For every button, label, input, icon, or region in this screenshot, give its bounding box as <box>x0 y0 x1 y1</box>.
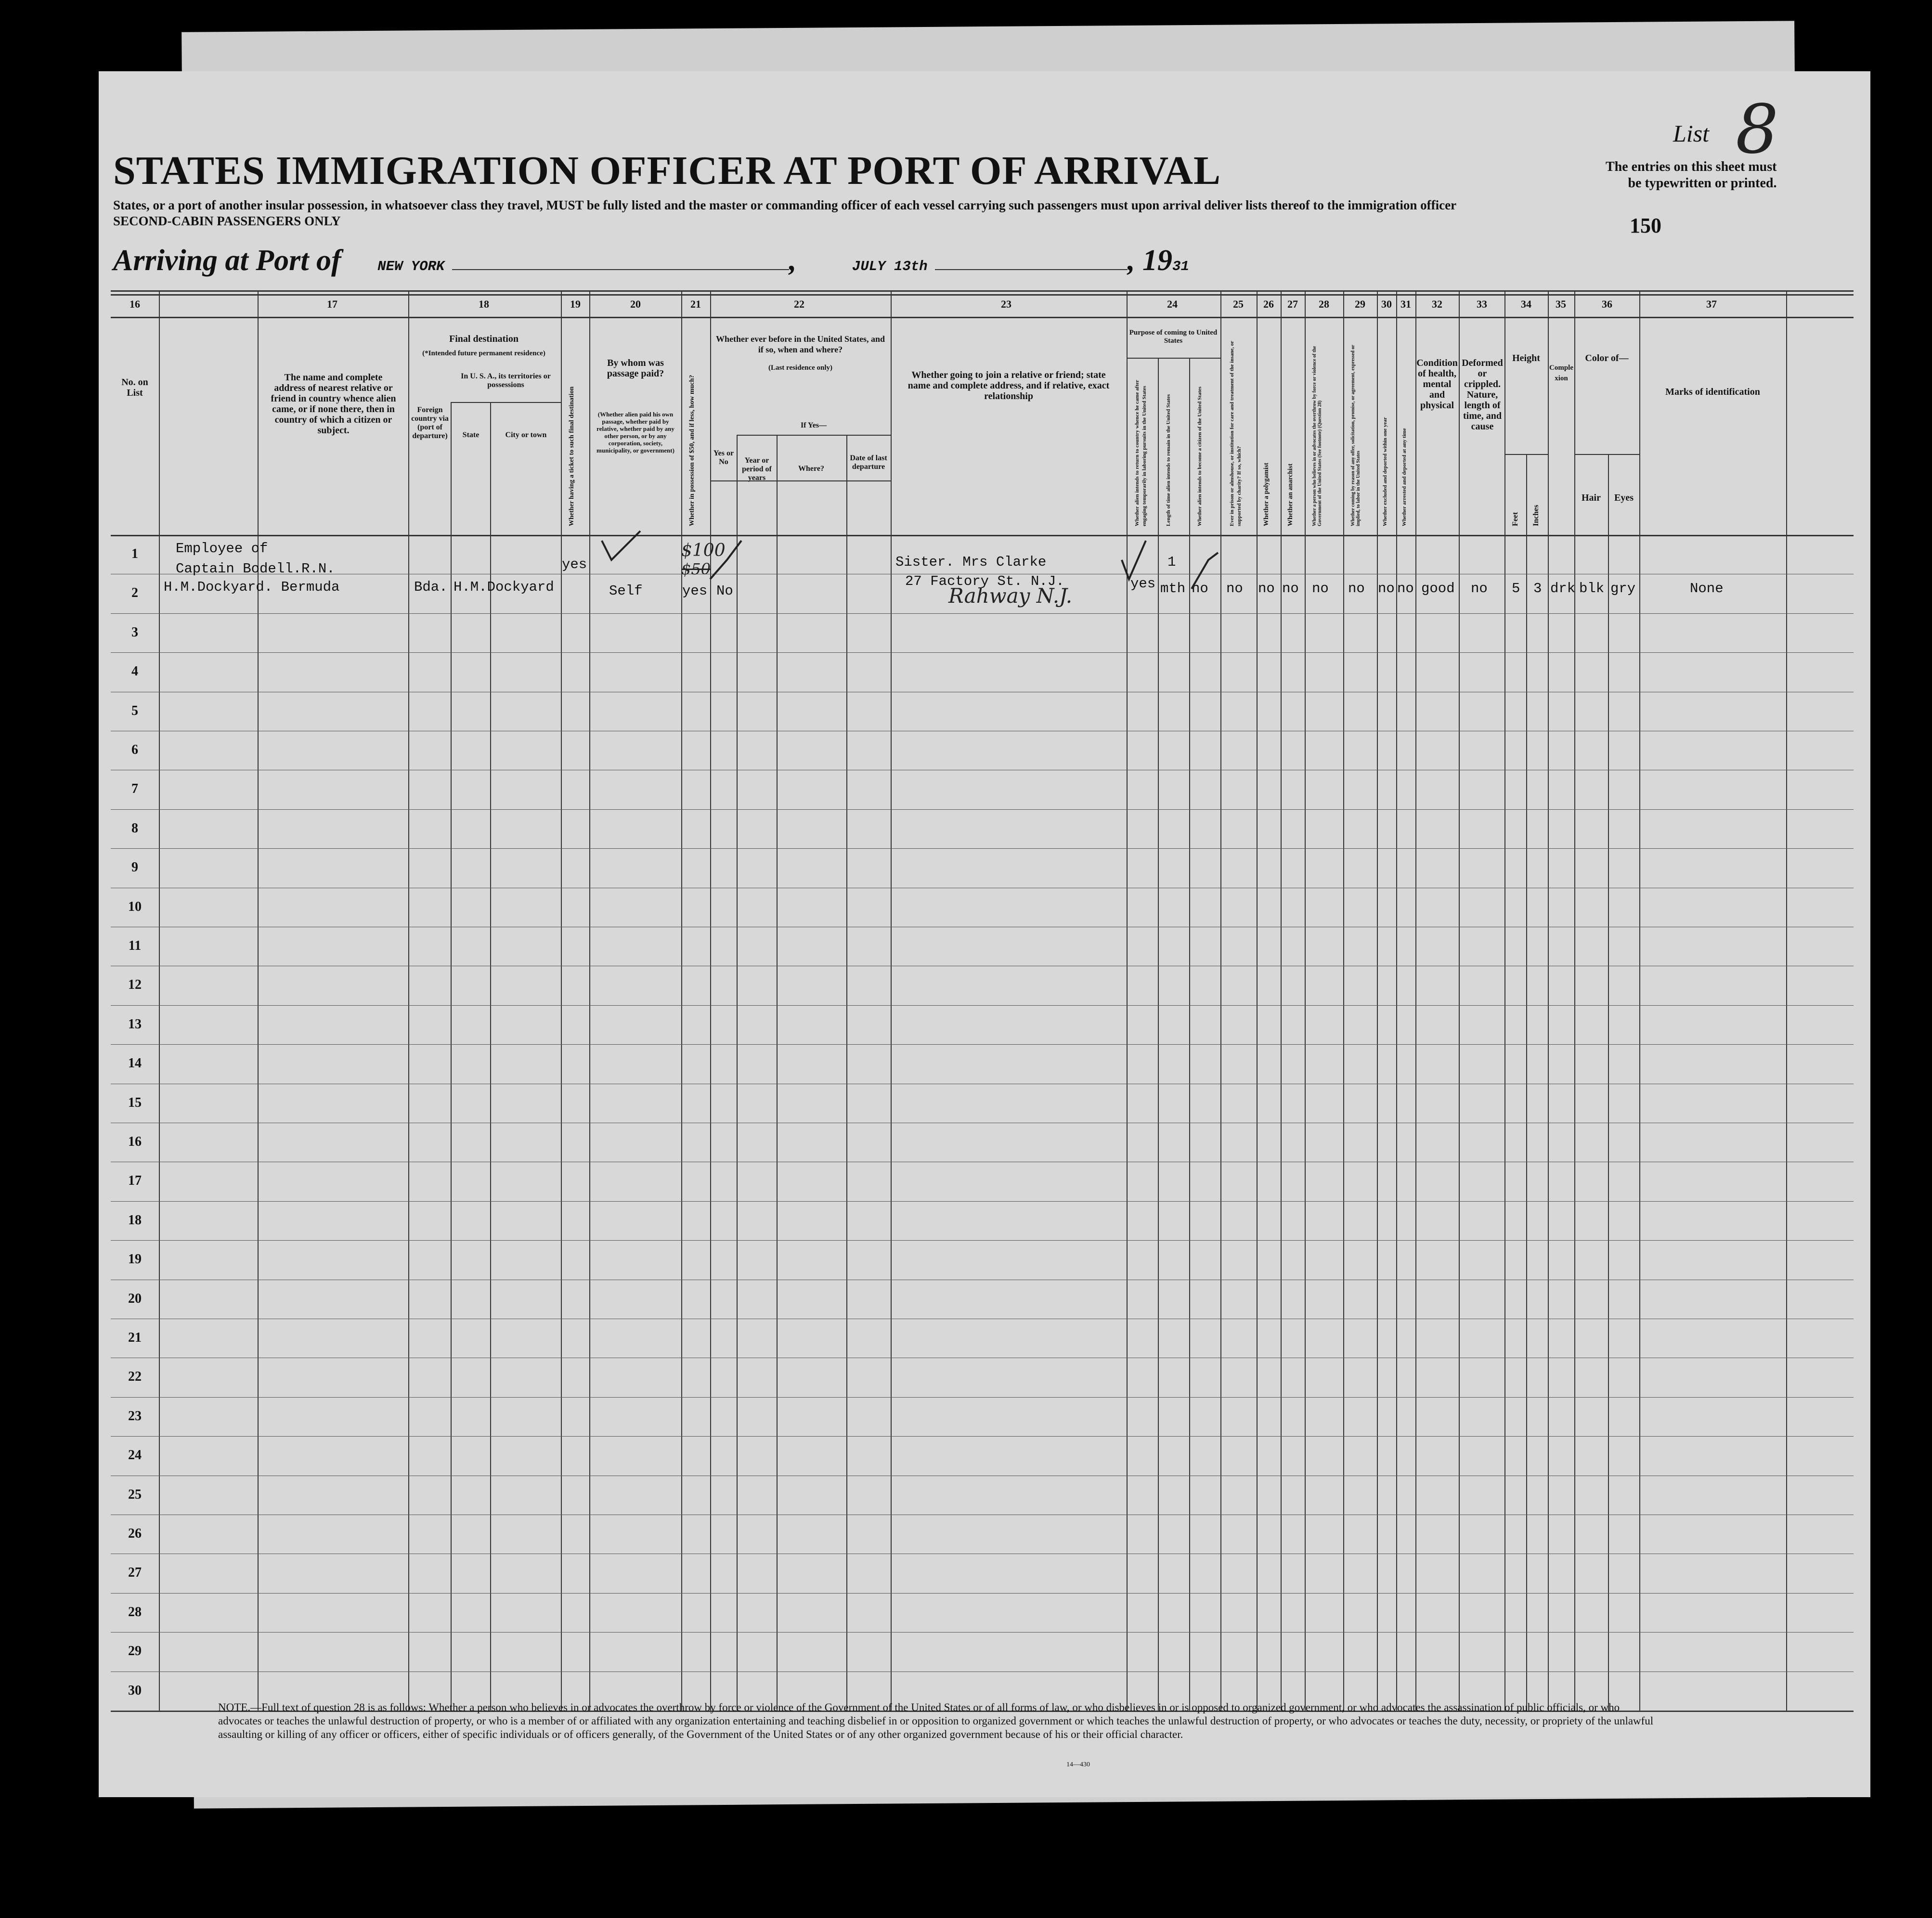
citizen-value: no <box>1192 581 1208 596</box>
row-number: 19 <box>128 1252 142 1267</box>
q29-value: no <box>1348 581 1365 596</box>
manifest-table <box>111 290 1854 1723</box>
relative-line-3: H.M.Dockyard. Bermuda <box>164 579 340 595</box>
col-26: 26 <box>1263 298 1274 310</box>
hdr-height: Height <box>1512 353 1540 363</box>
row-number: 25 <box>128 1487 142 1502</box>
row-number: 9 <box>131 860 138 875</box>
col-34: 34 <box>1521 298 1531 310</box>
row-number: 29 <box>128 1644 142 1659</box>
relative-line-1: Employee of <box>176 541 268 557</box>
list-label: List <box>1673 120 1710 147</box>
row-number: 20 <box>128 1291 142 1306</box>
row-number: 6 <box>131 742 138 757</box>
hdr-passage: By whom was passage paid? <box>607 358 664 379</box>
row-number: 11 <box>128 938 142 953</box>
q28-value: no <box>1312 581 1329 596</box>
row-number: 18 <box>128 1212 142 1228</box>
foreign-country: Bda. <box>414 579 448 595</box>
col-31: 31 <box>1400 298 1411 310</box>
q31-value: no <box>1397 581 1414 596</box>
port-value: NEW YORK <box>377 259 445 274</box>
passage-paid: Self <box>609 583 643 599</box>
hdr-nearest-relative: The name and complete address of nearest relative or friend in country whence alien came, or if none there, then in country of which a citizen or subject. <box>271 372 396 436</box>
handwritten-checkmarks <box>111 290 1854 1711</box>
col-18: 18 <box>479 298 489 310</box>
hdr-purpose: Purpose of coming to United States <box>1129 329 1218 345</box>
eyes-value: gry <box>1610 581 1636 596</box>
binder-hole <box>71 672 95 696</box>
hdr-last-departure: Date of last departure <box>850 454 887 471</box>
hdr-if-yes: If Yes— <box>800 421 827 429</box>
hdr-yes-no: Yes or No <box>713 449 734 466</box>
destination-city: H.M.Dockyard <box>454 579 554 595</box>
row-number: 24 <box>128 1448 142 1463</box>
hdr-color-of: Color of— <box>1585 353 1629 363</box>
hdr-no-on-list: No. on List <box>121 377 148 398</box>
manifest-sheet <box>99 71 1870 1797</box>
row-number: 23 <box>128 1408 142 1424</box>
hdr-q28: Whether a person who believes in or advocates the overthrow by force or violence of the Government of the United States (See footnote) (Question 28) <box>1312 346 1323 526</box>
health-value: good <box>1421 581 1455 596</box>
col-22: 22 <box>794 298 804 310</box>
row-number: 10 <box>128 899 142 914</box>
inches-value: 3 <box>1533 581 1542 596</box>
binder-hole <box>71 595 95 619</box>
join-handwritten: Rahway N.J. <box>948 584 1073 608</box>
year-suffix: 31 <box>1172 259 1189 274</box>
anarchist-value: no <box>1282 581 1299 596</box>
row-number: 14 <box>128 1056 142 1071</box>
ticket-value: yes <box>562 557 587 572</box>
binder-hole <box>71 1220 95 1244</box>
list-number: 8 <box>1736 91 1779 169</box>
col-23: 23 <box>1001 298 1011 310</box>
hdr-prison: Ever in prison or almshouse, or institution for care and treatment of the insane, or supported by charity? If so, which? <box>1229 341 1242 526</box>
hdr-ticket: Whether having a ticket to such final destination <box>568 386 575 526</box>
length-unit: mth <box>1160 581 1186 596</box>
join-line-2: 27 Factory St. N.J. <box>905 573 1064 589</box>
note-line-1: The entries on this sheet must <box>1606 159 1777 174</box>
col-27: 27 <box>1287 298 1298 310</box>
col-30: 30 <box>1381 298 1392 310</box>
col-32: 32 <box>1432 298 1442 310</box>
row-number: 27 <box>128 1565 142 1581</box>
typewritten-note <box>1606 159 1776 192</box>
prison-value: no <box>1226 581 1243 596</box>
row-number: 4 <box>131 664 138 679</box>
hdr-foreign-country: Foreign country via (port of departure) <box>411 406 449 440</box>
hdr-q29: Whether coming by reason of any offer, solicitation, promise, or agreement, expressed or implied, to labor in the United States <box>1350 345 1361 526</box>
col-24: 24 <box>1167 298 1178 310</box>
col-21: 21 <box>690 298 701 310</box>
row-number: 30 <box>128 1683 142 1698</box>
hdr-final-destination: Final destination <box>449 334 519 344</box>
row-number: 22 <box>128 1369 142 1385</box>
passenger-class: SECOND-CABIN PASSENGERS ONLY <box>113 214 341 228</box>
polygamist-value: no <box>1258 581 1275 596</box>
col-19: 19 <box>570 298 581 310</box>
feet-value: 5 <box>1512 581 1520 596</box>
join-line-1: Sister. Mrs Clarke <box>895 554 1047 570</box>
row-number: 5 <box>131 703 138 718</box>
col-33: 33 <box>1477 298 1487 310</box>
row-number: 28 <box>128 1604 142 1620</box>
hdr-hair: Hair <box>1582 492 1601 503</box>
hdr-feet: Feet <box>1511 512 1519 526</box>
arrival-date: JULY 13th <box>852 259 928 274</box>
money-amount: $100 <box>681 541 726 560</box>
binder-hole <box>71 1471 95 1495</box>
hdr-usa: In U. S. A., its territories or possessions <box>461 372 551 389</box>
col-28: 28 <box>1319 298 1329 310</box>
marks-value: None <box>1690 581 1724 596</box>
row-number: 16 <box>128 1134 142 1149</box>
q30-value: no <box>1378 581 1395 596</box>
hdr-where: Where? <box>798 465 824 473</box>
row-number: 1 <box>131 546 138 561</box>
hdr-anarchist: Whether an anarchist <box>1287 463 1294 526</box>
col-36: 36 <box>1602 298 1612 310</box>
ever-before: No <box>716 583 733 599</box>
form-number: 14—430 <box>1066 1761 1090 1768</box>
hdr-complexion: Complexion <box>1549 364 1573 382</box>
sheet-number: 150 <box>1630 214 1661 237</box>
col-35: 35 <box>1556 298 1566 310</box>
hdr-year: Year or period of years <box>742 456 772 482</box>
year-prefix: 19 <box>1142 244 1173 277</box>
note-line-2: be typewritten or printed. <box>1628 176 1777 191</box>
port-label: Arriving at Port of <box>113 244 341 277</box>
hdr-ever-before: Whether ever before in the United States, and if so, when and where? <box>716 334 885 354</box>
complexion-value: drk <box>1550 581 1576 596</box>
hdr-state: State <box>462 431 480 439</box>
col-37: 37 <box>1706 298 1717 310</box>
form-title: STATES IMMIGRATION OFFICER AT PORT OF ARRIVAL <box>113 148 1221 193</box>
hdr-return: Whether alien intends to return to country whence he came after engaging temporarily in laboring pursuits in the United States <box>1134 380 1147 526</box>
col-20: 20 <box>630 298 641 310</box>
col-16: 16 <box>130 298 140 310</box>
row-number: 17 <box>128 1173 142 1189</box>
hdr-ever-before-sub: (Last residence only) <box>768 364 833 372</box>
hdr-fifty-dollars: Whether in possession of $50, and if less, how much? <box>688 375 696 526</box>
return-value: yes <box>1130 576 1156 592</box>
hdr-deformed: Deformed or crippled. Nature, length of time, and cause <box>1462 358 1503 432</box>
col-25: 25 <box>1233 298 1244 310</box>
hdr-marks: Marks of identification <box>1665 387 1760 397</box>
col-29: 29 <box>1355 298 1365 310</box>
form-intro <box>113 197 1557 229</box>
row-number: 15 <box>128 1095 142 1110</box>
row-number: 8 <box>131 820 138 836</box>
hdr-citizen: Whether alien intends to become a citizen of the United States <box>1197 386 1203 526</box>
col-17: 17 <box>327 298 337 310</box>
hdr-final-destination-sub: (*Intended future permanent residence) <box>422 350 545 357</box>
row-number: 26 <box>128 1526 142 1541</box>
row-number: 21 <box>128 1330 142 1345</box>
row-number: 2 <box>131 585 138 601</box>
hair-value: blk <box>1579 581 1605 596</box>
hdr-arrested: Whether arrested and deported at any time <box>1401 428 1407 526</box>
footnote: NOTE.—Full text of question 28 is as follows: Whether a person who believes in or advocates the overthrow by force or violence of the Government of the United States or of all forms of law, or who disbelieves in or is opposed to organized government, or who advocates the assassination of public officials, or who advocates or teaches the unlawful destruction of property, or who is a member of or affiliated with any organization entertaining and teaching disbelief in or opposition to organized government or which teaches the unlawful destruction of property, or who advocates or teaches the duty, necessity, or propriety of the unlawful assaulting or killing of any officer or officers, either of specific individuals or of officers generally, of the Government of the United States or of any other organized government because of his or their official character. <box>218 1701 1654 1740</box>
deformed-value: no <box>1471 581 1488 596</box>
relative-line-2: Captain Bodell.R.N. <box>176 561 335 577</box>
hdr-polygamist: Whether a polygamist <box>1263 463 1270 526</box>
hdr-passage-sub: (Whether alien paid his own passage, whether paid by relative, whether paid by any other person, or by any corporation, society, municipality, or government) <box>596 411 674 454</box>
money-yes: yes <box>682 583 708 599</box>
arrival-line: Arriving at Port of NEW YORK , JULY 13th , 1931 <box>113 244 1189 277</box>
row-number: 12 <box>128 977 142 993</box>
hdr-inches: Inches <box>1532 505 1540 526</box>
hdr-health: Condition of health, mental and physical <box>1416 358 1458 411</box>
row-number: 3 <box>131 624 138 640</box>
hdr-city: City or town <box>505 431 547 439</box>
hdr-length: Length of time alien intends to remain in the United States <box>1166 394 1171 526</box>
hdr-eyes: Eyes <box>1614 492 1634 503</box>
row-number: 13 <box>128 1016 142 1032</box>
hdr-excluded: Whether excluded and deported within one year <box>1382 417 1388 526</box>
row-number: 7 <box>131 781 138 797</box>
hdr-going-to-join: Whether going to join a relative or friend; state name and complete address, and if relative, exact relationship <box>908 370 1110 402</box>
length-value: 1 <box>1167 554 1176 570</box>
binder-hole <box>71 1141 95 1165</box>
intro-text: States, or a port of another insular possession, in whatsoever class they travel, MUST be fully listed and the master or commanding officer of each vessel carrying such passengers must upon arrival deliver lists thereof to the immigration officer <box>113 198 1457 212</box>
binder-hole <box>71 1548 95 1572</box>
money-struck: $50 <box>681 560 711 578</box>
